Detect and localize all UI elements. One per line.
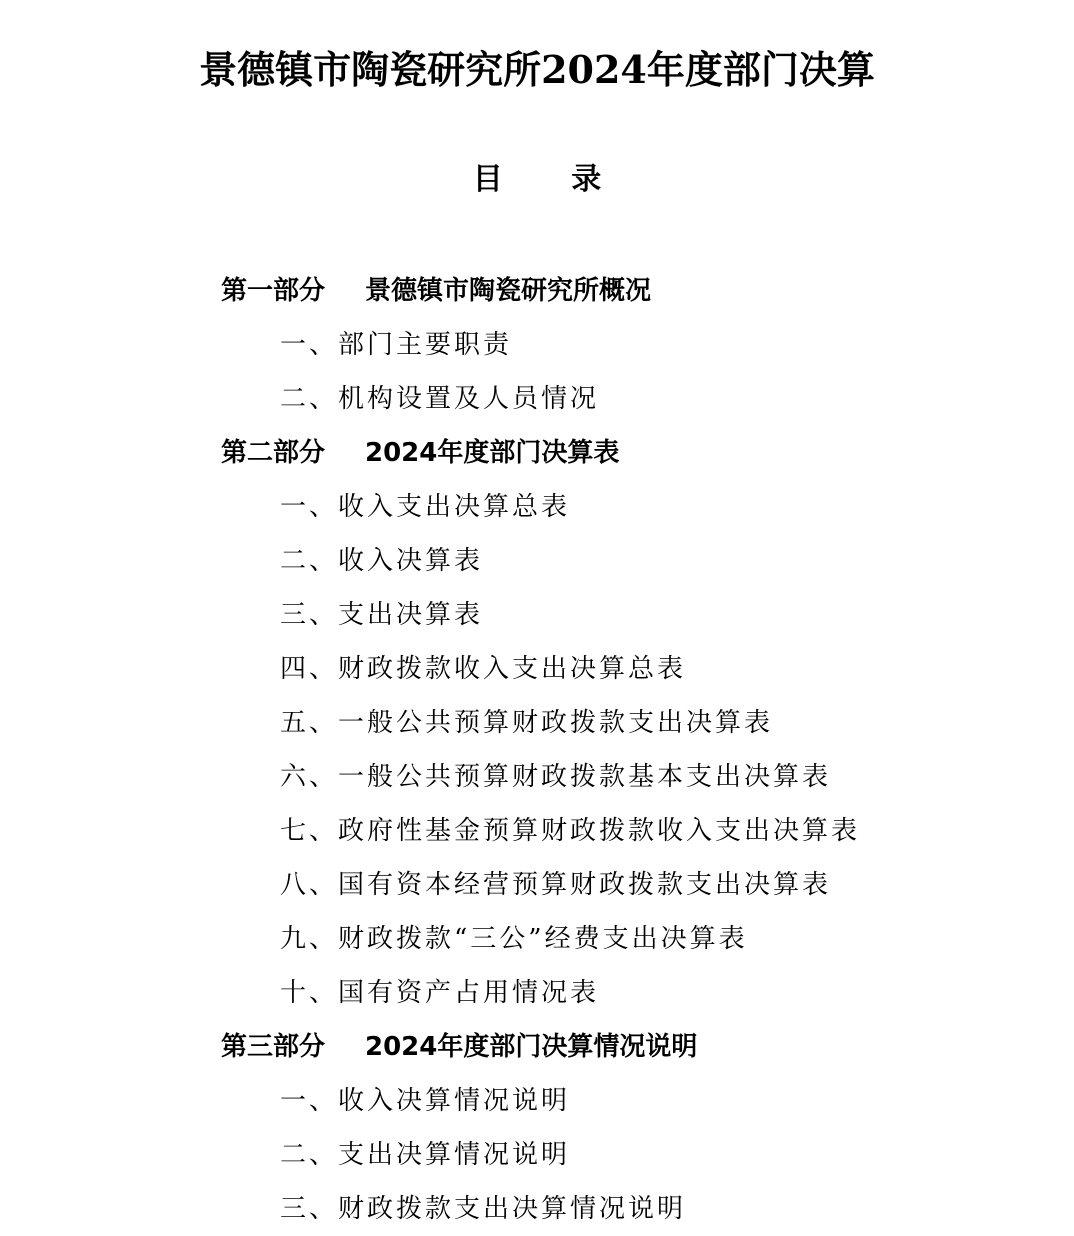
part-title: 2024年度部门决算情况说明 [365,1032,698,1062]
document-title: 景德镇市陶瓷研究所2024年度部门决算 [199,47,875,92]
toc-item: 二、支出决算情况说明 [280,1140,571,1170]
toc-item: 九、财政拨款“三公”经费支出决算表 [280,924,748,954]
toc-item: 八、国有资本经营预算财政拨款支出决算表 [280,870,832,900]
part-title: 2024年度部门决算表 [365,438,620,468]
toc-item: 十、国有资产占用情况表 [280,978,600,1008]
part-number: 第一部分 [221,276,326,306]
part-number: 第二部分 [221,438,326,468]
table-of-contents [0,264,1074,1236]
toc-item: 二、机构设置及人员情况 [280,384,600,414]
part-title: 景德镇市陶瓷研究所概况 [365,276,652,306]
toc-item: 三、支出决算表 [280,600,484,630]
toc-heading: 目 录 [472,162,602,197]
toc-item: 一、部门主要职责 [280,330,513,360]
toc-part-1 [0,264,1074,318]
toc-item: 七、政府性基金预算财政拨款收入支出决算表 [280,816,861,846]
toc-item: 一、收入决算情况说明 [280,1086,571,1116]
toc-item: 五、一般公共预算财政拨款支出决算表 [280,708,774,738]
toc-item: 三、财政拨款支出决算情况说明 [280,1194,687,1224]
toc-item: 六、一般公共预算财政拨款基本支出决算表 [280,762,832,792]
toc-item: 二、收入决算表 [280,546,484,576]
part-number: 第三部分 [221,1032,326,1062]
toc-part-3 [0,1020,1074,1074]
toc-item: 一、收入支出决算总表 [280,492,571,522]
toc-item: 四、财政拨款收入支出决算总表 [280,654,687,684]
toc-part-2 [0,426,1074,480]
